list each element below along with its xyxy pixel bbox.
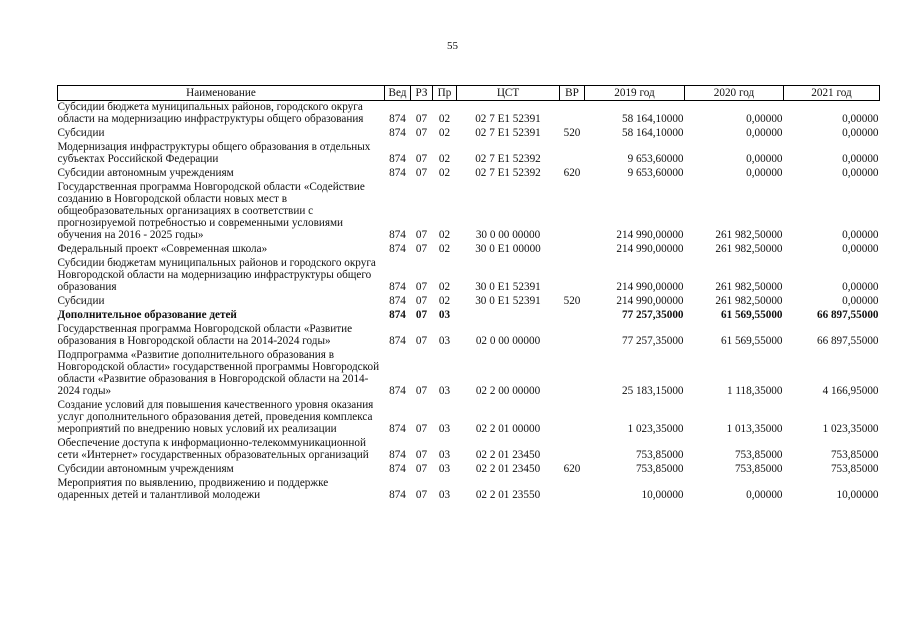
cell-cst: 30 0 00 00000 (475, 229, 541, 241)
page-number: 55 (447, 40, 458, 52)
table-row (58, 463, 880, 477)
cell-cst: 02 2 01 00000 (475, 423, 541, 435)
cell-name: Субсидии бюджетам муниципальных районов и городского округа Новгородской области на модернизацию инфраструктуры общего образования (57, 257, 376, 293)
cell-pr: 03 (438, 449, 451, 461)
table-row (58, 141, 880, 167)
cell-rz: 07 (415, 463, 428, 475)
budget-table (57, 85, 880, 503)
cell-2021: 10,00000 (836, 489, 879, 501)
table-row (58, 309, 880, 323)
header-2019: 2019 год (585, 86, 685, 101)
cell-rz: 07 (415, 243, 428, 255)
cell-pr: 03 (438, 463, 451, 475)
table-row (58, 181, 880, 243)
cell-2019: 10,00000 (641, 489, 684, 501)
cell-2021: 66 897,55000 (816, 335, 879, 347)
cell-cst: 30 0 E1 00000 (475, 243, 541, 255)
table-row (58, 167, 880, 181)
cell-name: Создание условий для повышения качественного уровня оказания услуг дополнительного образования детей, проведения комплекса мероприятий по внедрению новых условий их реализации (57, 399, 374, 435)
table-row (58, 477, 880, 503)
cell-cst: 02 7 E1 52391 (475, 113, 541, 125)
cell-vr (560, 349, 585, 399)
cell-vr (560, 399, 585, 437)
cell-cst: 30 0 E1 52391 (475, 281, 541, 293)
cell-name: Мероприятия по выявлению, продвижению и поддержке одаренных детей и талантливой молодежи (57, 477, 329, 501)
cell-2019: 58 164,10000 (621, 127, 684, 139)
table-row (58, 295, 880, 309)
cell-ved: 874 (389, 229, 406, 241)
cell-pr: 02 (438, 153, 451, 165)
cell-ved: 874 (389, 243, 406, 255)
cell-name: Модернизация инфраструктуры общего образования в отдельных субъектах Российской Федерации (57, 141, 371, 165)
header-ved: Вед (385, 86, 411, 101)
cell-name: Дополнительное образование детей (57, 309, 237, 321)
cell-vr (560, 437, 585, 463)
cell-2020: 261 982,50000 (715, 243, 783, 255)
cell-pr: 02 (438, 295, 451, 307)
cell-2021: 0,00000 (842, 243, 879, 255)
cell-vr (560, 243, 585, 257)
header-name: Наименование (58, 86, 385, 101)
cell-ved: 874 (389, 385, 406, 397)
cell-vr (560, 181, 585, 243)
cell-ved: 874 (389, 153, 406, 165)
cell-2021: 66 897,55000 (816, 309, 879, 321)
cell-2019: 58 164,10000 (621, 113, 684, 125)
cell-cst: 02 7 E1 52392 (475, 153, 541, 165)
cell-rz: 07 (415, 113, 428, 125)
cell-vr (560, 477, 585, 503)
table-row (58, 127, 880, 141)
cell-rz: 07 (415, 295, 428, 307)
cell-cst: 02 7 E1 52391 (475, 127, 541, 139)
cell-vr (560, 309, 585, 323)
cell-vr (560, 141, 585, 167)
cell-ved: 874 (389, 167, 406, 179)
table-row (58, 399, 880, 437)
cell-2019: 77 257,35000 (621, 309, 684, 321)
table-row (58, 323, 880, 349)
cell-2021: 0,00000 (842, 167, 879, 179)
cell-2021: 753,85000 (830, 463, 879, 475)
cell-name: Субсидии бюджета муниципальных районов, городского округа области на модернизацию инфраструктуры общего образования (57, 101, 364, 125)
cell-ved: 874 (389, 113, 406, 125)
cell-ved: 874 (389, 295, 406, 307)
cell-rz: 07 (415, 335, 428, 347)
header-2021: 2021 год (784, 86, 880, 101)
cell-rz: 07 (415, 229, 428, 241)
cell-2019: 214 990,00000 (616, 281, 684, 293)
cell-pr: 02 (438, 167, 451, 179)
cell-2020: 0,00000 (746, 489, 783, 501)
cell-2021: 1 023,35000 (822, 423, 879, 435)
cell-name: Подпрограмма «Развитие дополнительного образования в Новгородской области» государственной программы Новгородской области «Развитие образования в Новгородской области на 2014-2024 годы» (57, 349, 380, 397)
cell-pr: 03 (438, 309, 451, 321)
cell-rz: 07 (415, 167, 428, 179)
cell-2021: 0,00000 (842, 127, 879, 139)
cell-rz: 07 (415, 489, 428, 501)
cell-2019: 25 183,15000 (621, 385, 684, 397)
cell-ved: 874 (389, 423, 406, 435)
header-cst: ЦСТ (457, 86, 560, 101)
cell-name: Субсидии (57, 127, 105, 139)
cell-pr: 02 (438, 113, 451, 125)
cell-vr: 520 (563, 295, 581, 307)
cell-2019: 753,85000 (635, 449, 684, 461)
cell-cst (457, 309, 560, 323)
cell-2019: 77 257,35000 (621, 335, 684, 347)
cell-pr: 02 (438, 243, 451, 255)
cell-cst: 02 7 E1 52392 (475, 167, 541, 179)
table-row (58, 101, 880, 128)
cell-vr (560, 101, 585, 128)
cell-rz: 07 (415, 449, 428, 461)
cell-2020: 1 013,35000 (726, 423, 783, 435)
cell-name: Субсидии автономным учреждениям (57, 167, 234, 179)
cell-pr: 02 (438, 281, 451, 293)
cell-vr: 620 (563, 463, 581, 475)
cell-ved: 874 (389, 281, 406, 293)
cell-2019: 753,85000 (635, 463, 684, 475)
cell-ved: 874 (389, 449, 406, 461)
cell-cst: 02 2 01 23550 (475, 489, 541, 501)
cell-pr: 02 (438, 127, 451, 139)
cell-pr: 03 (438, 423, 451, 435)
cell-2019: 9 653,60000 (627, 153, 684, 165)
cell-2020: 0,00000 (746, 127, 783, 139)
cell-name: Субсидии автономным учреждениям (57, 463, 234, 475)
cell-ved: 874 (389, 127, 406, 139)
cell-2020: 0,00000 (746, 153, 783, 165)
header-2020: 2020 год (685, 86, 784, 101)
cell-2021: 0,00000 (842, 229, 879, 241)
cell-2019: 1 023,35000 (627, 423, 684, 435)
table-row (58, 243, 880, 257)
cell-2021: 0,00000 (842, 281, 879, 293)
cell-cst: 02 2 01 23450 (475, 463, 541, 475)
cell-vr (560, 257, 585, 295)
cell-2020: 61 569,55000 (720, 335, 783, 347)
cell-ved: 874 (389, 309, 406, 321)
header-rz: РЗ (411, 86, 433, 101)
cell-2019: 214 990,00000 (616, 229, 684, 241)
cell-rz: 07 (415, 385, 428, 397)
cell-vr: 620 (563, 167, 581, 179)
cell-2020: 261 982,50000 (715, 229, 783, 241)
cell-2021: 0,00000 (842, 113, 879, 125)
cell-2020: 753,85000 (734, 463, 783, 475)
cell-rz: 07 (415, 281, 428, 293)
cell-2020: 261 982,50000 (715, 295, 783, 307)
cell-2020: 61 569,55000 (720, 309, 783, 321)
cell-2021: 4 166,95000 (822, 385, 879, 397)
cell-cst: 02 2 01 23450 (475, 449, 541, 461)
cell-2020: 0,00000 (746, 113, 783, 125)
cell-cst: 02 0 00 00000 (475, 335, 541, 347)
cell-pr: 03 (438, 335, 451, 347)
header-vr: ВР (560, 86, 585, 101)
cell-ved: 874 (389, 463, 406, 475)
cell-vr (560, 323, 585, 349)
cell-2020: 1 118,35000 (726, 385, 783, 397)
cell-vr: 520 (563, 127, 581, 139)
cell-cst: 02 2 00 00000 (475, 385, 541, 397)
cell-2019: 9 653,60000 (627, 167, 684, 179)
cell-name: Субсидии (57, 295, 105, 307)
table-row (58, 437, 880, 463)
cell-2021: 0,00000 (842, 295, 879, 307)
table-row (58, 257, 880, 295)
cell-rz: 07 (415, 127, 428, 139)
header-pr: Пр (433, 86, 457, 101)
cell-2021: 753,85000 (830, 449, 879, 461)
cell-name: Федеральный проект «Современная школа» (57, 243, 268, 255)
cell-name: Обеспечение доступа к информационно-телекоммуникационной сети «Интернет» государственных образовательных организаций (57, 437, 369, 461)
cell-rz: 07 (415, 153, 428, 165)
cell-rz: 07 (415, 309, 428, 321)
cell-ved: 874 (389, 335, 406, 347)
cell-ved: 874 (389, 489, 406, 501)
table-row (58, 349, 880, 399)
cell-2021: 0,00000 (842, 153, 879, 165)
cell-2019: 214 990,00000 (616, 295, 684, 307)
cell-name: Государственная программа Новгородской области «Развитие образования в Новгородской области на 2014-2024 годы» (57, 323, 353, 347)
cell-2020: 0,00000 (746, 167, 783, 179)
cell-cst: 30 0 E1 52391 (475, 295, 541, 307)
table-body (58, 101, 880, 504)
cell-pr: 03 (438, 385, 451, 397)
cell-2019: 214 990,00000 (616, 243, 684, 255)
cell-name: Государственная программа Новгородской области «Содействие созданию в Новгородской области новых мест в общеобразовательных организациях в соответствии с прогнозируемой потребностью и современными условиями обучения на 2016 - 2025 годы» (57, 181, 365, 241)
cell-pr: 02 (438, 229, 451, 241)
cell-2020: 753,85000 (734, 449, 783, 461)
cell-pr: 03 (438, 489, 451, 501)
cell-rz: 07 (415, 423, 428, 435)
table-header-row (58, 86, 880, 101)
cell-2020: 261 982,50000 (715, 281, 783, 293)
